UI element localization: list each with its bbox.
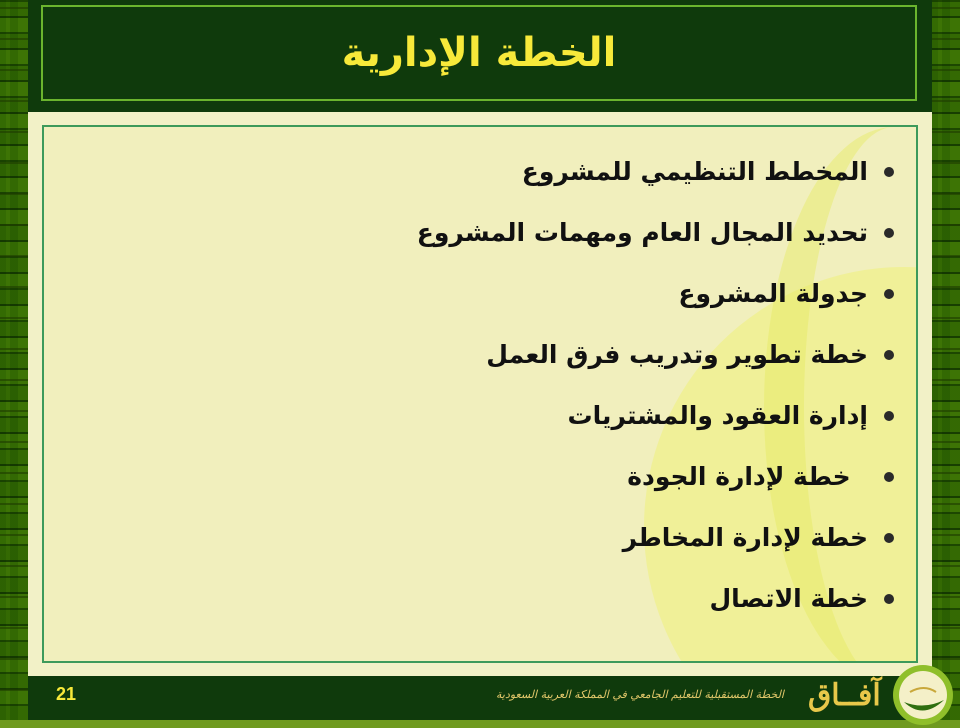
title-bar bbox=[28, 0, 932, 112]
list-item-text: إدارة العقود والمشتريات bbox=[567, 401, 868, 430]
bullet-icon bbox=[884, 594, 894, 604]
list-item bbox=[417, 324, 894, 385]
crescent-icon bbox=[890, 662, 956, 728]
list-item-text: خطة الاتصال bbox=[709, 584, 868, 613]
title-frame bbox=[41, 5, 917, 101]
list-item bbox=[417, 385, 894, 446]
bullet-list bbox=[417, 141, 894, 629]
list-item bbox=[417, 507, 894, 568]
list-item-text: خطة تطوير وتدريب فرق العمل bbox=[486, 340, 868, 369]
list-item bbox=[417, 568, 894, 629]
bullet-icon bbox=[884, 533, 894, 543]
left-border-decoration bbox=[0, 0, 28, 720]
page-number: 21 bbox=[56, 684, 77, 704]
logo-text: آفــاق bbox=[808, 678, 881, 713]
bullet-icon bbox=[884, 411, 894, 421]
content-panel bbox=[42, 125, 918, 663]
list-item-text: المخطط التنظيمي للمشروع bbox=[521, 157, 868, 186]
slide-title: الخطة الإدارية bbox=[341, 30, 617, 76]
footer-tagline: الخطة المستقبلية للتعليم الجامعي في المملكة العربية السعودية bbox=[496, 688, 784, 701]
list-item bbox=[417, 141, 894, 202]
bullet-icon bbox=[884, 228, 894, 238]
right-border-decoration bbox=[932, 0, 960, 720]
bullet-icon bbox=[884, 472, 894, 482]
slide bbox=[28, 0, 932, 720]
list-item-text: جدولة المشروع bbox=[678, 279, 868, 308]
list-item-text: تحديد المجال العام ومهمات المشروع bbox=[416, 218, 868, 247]
list-item-text: خطة لإدارة الجودة bbox=[627, 462, 868, 491]
list-item-text: خطة لإدارة المخاطر bbox=[622, 523, 868, 552]
list-item bbox=[417, 263, 894, 324]
footer-bar bbox=[28, 676, 932, 720]
list-item bbox=[417, 202, 894, 263]
bullet-icon bbox=[884, 167, 894, 177]
list-item bbox=[417, 446, 894, 507]
bullet-icon bbox=[884, 350, 894, 360]
bullet-icon bbox=[884, 289, 894, 299]
